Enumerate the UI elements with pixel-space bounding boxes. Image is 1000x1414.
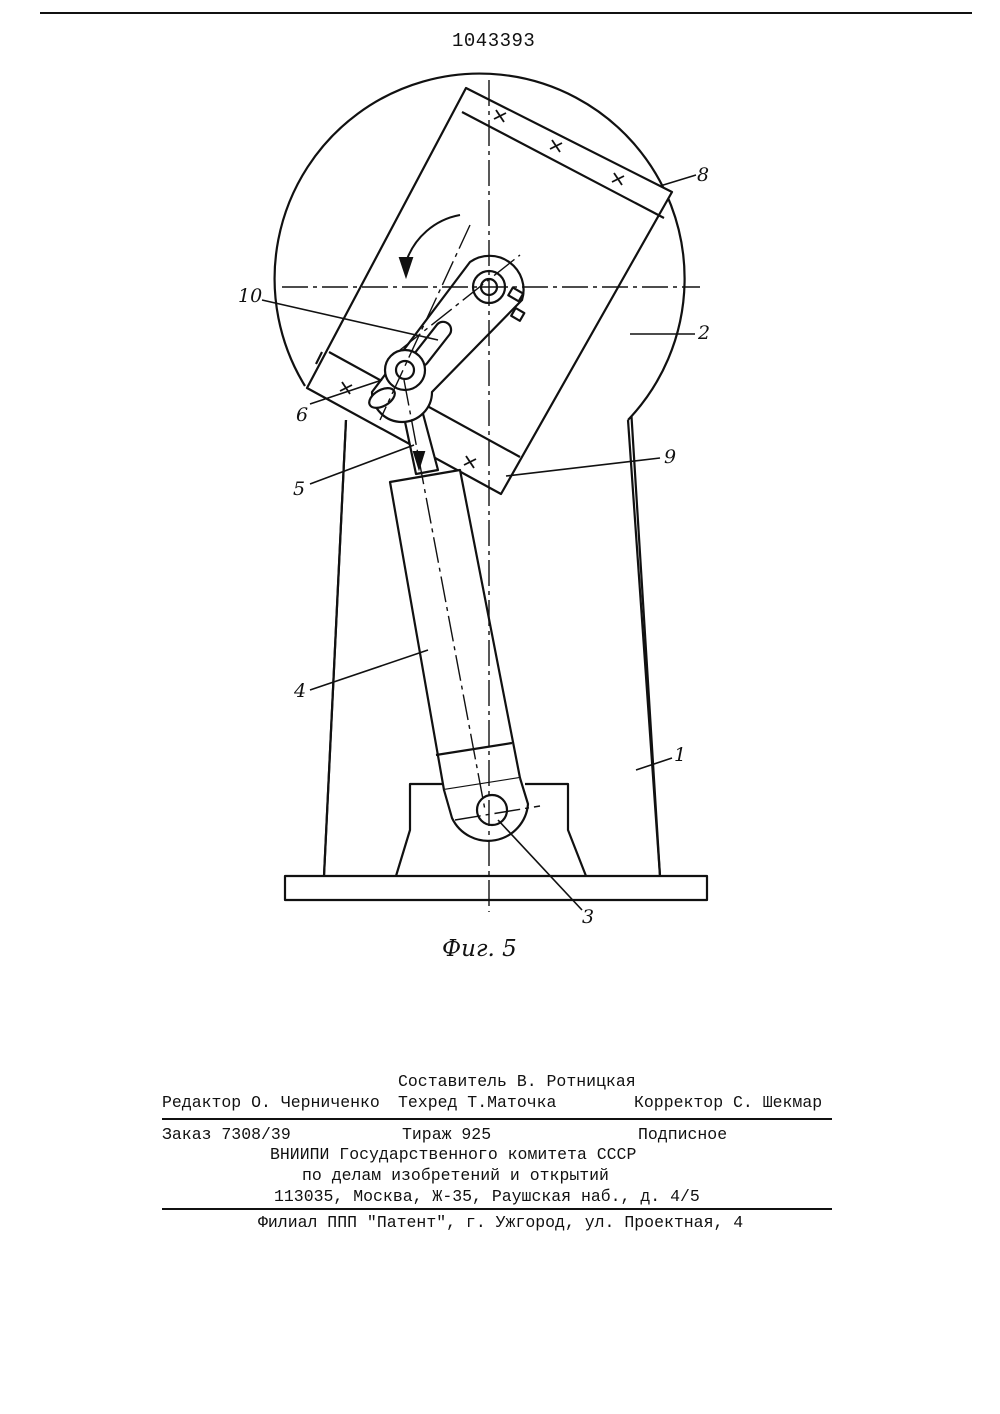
compiler: Составитель В. Ротницкая (398, 1072, 636, 1091)
base-plate (285, 876, 707, 900)
corrector: Корректор С. Шекмар (634, 1093, 823, 1112)
label-part-1: 1 (674, 744, 687, 766)
label-part-5: 5 (293, 478, 306, 500)
subscription: Подписное (638, 1125, 728, 1144)
editor: Редактор О. Черниченко (162, 1093, 380, 1112)
hydraulic-cylinder (390, 470, 520, 790)
tech-editor: Техред Т.Маточка (398, 1093, 557, 1112)
figure-caption (442, 936, 517, 962)
figure-caption-prefix: Фиг. (442, 936, 495, 962)
pivot-3 (477, 795, 507, 825)
org-line-2: по делам изобретений и открытий (302, 1166, 609, 1185)
imprint-rule-upper (162, 1118, 832, 1120)
circulation: Тираж 925 (402, 1125, 492, 1144)
label-part-4: 4 (294, 680, 307, 702)
label-part-6: 6 (296, 404, 309, 426)
label-part-10: 10 (238, 285, 263, 307)
order-number: Заказ 7308/39 (162, 1125, 291, 1144)
imprint-rule-lower (162, 1208, 832, 1210)
patent-number: 1043393 (452, 30, 536, 52)
branch: Филиал ППП "Патент", г. Ужгород, ул. Проектная, 4 (258, 1213, 744, 1232)
label-part-9: 9 (664, 446, 677, 468)
label-part-2: 2 (698, 322, 711, 344)
org-line-1: ВНИИПИ Государственного комитета СССР (270, 1145, 637, 1164)
label-part-8: 8 (697, 164, 710, 186)
address: 113035, Москва, Ж-35, Раушская наб., д. 4/5 (274, 1187, 700, 1206)
label-part-3: 3 (582, 906, 595, 928)
figure-caption-number: 5 (502, 936, 517, 962)
